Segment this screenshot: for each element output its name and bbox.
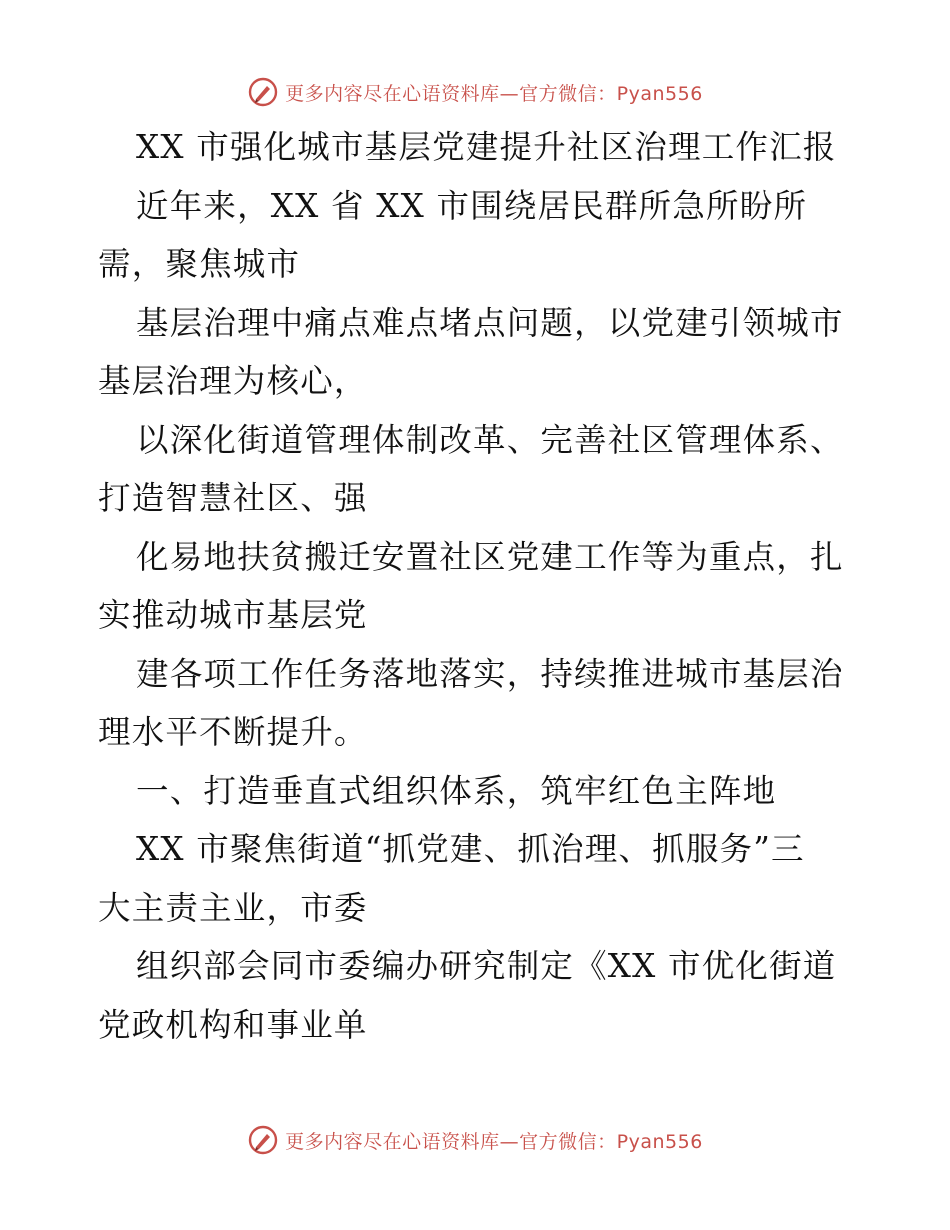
document-body	[98, 118, 868, 1054]
footer-watermark	[0, 1120, 950, 1160]
paragraph-line: 理水平不断提升。	[98, 713, 368, 751]
watermark-text: 更多内容尽在心语资料库—官方微信：Pyan556	[285, 82, 703, 105]
header-watermark	[0, 72, 950, 112]
paragraph-line: 打造智慧社区、强	[98, 479, 368, 517]
paragraph-line: 党政机构和事业单	[98, 1005, 368, 1044]
paragraph-line: 组织部会同市委编办研究制定《XX 市优化街道	[136, 947, 837, 985]
paragraph-line: 建各项工作任务落地落实，持续推进城市基层治	[136, 654, 844, 693]
section-heading: 一、打造垂直式组织体系，筑牢红色主阵地	[136, 771, 777, 810]
pen-circle-logo-icon	[247, 76, 279, 108]
paragraph-line: 以深化街道管理体制改革、完善社区管理体系、	[136, 420, 844, 459]
paragraph-line: 实推动城市基层党	[98, 596, 368, 634]
document-title: XX 市强化城市基层党建提升社区治理工作汇报	[136, 128, 837, 166]
paragraph-line: 基层治理中痛点难点堵点问题，以党建引领城市	[136, 303, 844, 342]
paragraph-line: 化易地扶贫搬迁安置社区党建工作等为重点，扎	[136, 537, 844, 576]
paragraph-line: 大主责主业，市委	[98, 888, 368, 927]
pen-circle-logo-icon	[247, 1124, 279, 1156]
watermark-text: 更多内容尽在心语资料库—官方微信：Pyan556	[285, 1130, 703, 1153]
paragraph-line: XX 市聚焦街道“抓党建、抓治理、抓服务”三	[136, 830, 805, 868]
paragraph-line: 基层治理为核心，	[98, 362, 368, 400]
paragraph-line: 需，聚焦城市	[98, 245, 301, 283]
paragraph-line: 近年来，XX 省 XX 市围绕居民群所急所盼所	[136, 186, 808, 225]
